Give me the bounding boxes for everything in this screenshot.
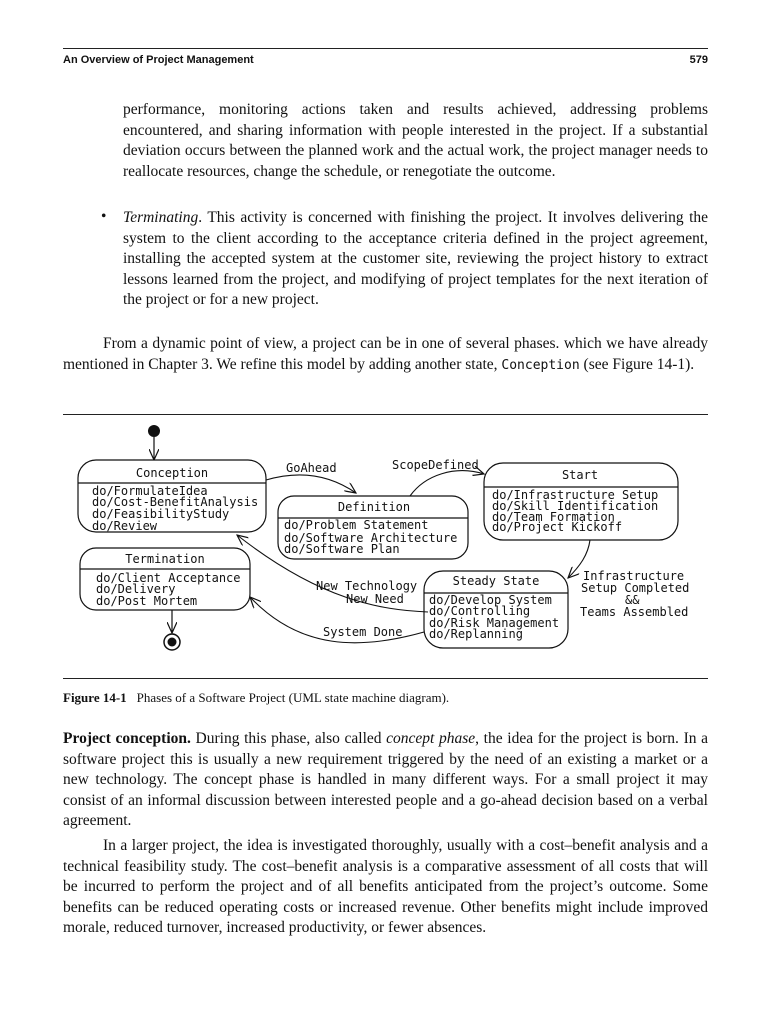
definition-activity: do/Software Plan [284,542,400,556]
termination-name: Termination [125,552,205,566]
start-activity: do/Infrastructure Setup [492,488,659,502]
terminating-bullet [123,208,708,311]
start-activity: do/Skill Identification [492,499,659,513]
start-activity: do/Team Formation [492,510,615,524]
steady-state-activity: do/Replanning [429,627,523,641]
caption-text: Phases of a Software Project (UML state machine diagram). [136,690,450,705]
start-name: Start [561,468,599,482]
dynamic-view-paragraph [63,334,708,376]
conception-activity: do/FeasibilityStudy [92,507,230,521]
bullet-term: Terminating [123,209,199,226]
bullet-text: . This activity is concerned with finishing the project. It involves delivering the system to the client according to the acceptance criteria defined in the project agreement, installing the accepted system at the customer site, reviewing the project history to extract lessons learned from the project, and modifying of project templates for the next iteration of the project or for a new project. [123,209,708,308]
figure-rule-bottom [63,678,708,679]
continuation-paragraph: performance, monitoring actions taken and results achieved, addressing problems encountered, and sharing information with people interested in the project. If a substantial deviation occurs between the planned work and the actual work, the project manager needs to reallocate resources, change the schedule, or renegotiate the outcome. [123,101,708,180]
page-number: 579 [689,54,708,66]
conception-activity: do/Cost-BenefitAnalysis [92,495,259,509]
termination-activity: do/Client Acceptance [96,571,241,585]
running-head: An Overview of Project Management [63,54,254,66]
label-infrastructure: Infrastructure [583,569,685,583]
transition-scope-defined [410,471,484,496]
steady-state-activity: do/Develop System [429,593,552,607]
label-infrastructure: && [625,593,640,607]
conception-name: Conception [135,466,209,480]
state-conception [78,460,266,533]
transition-goahead [266,475,356,493]
concept-phase-term: concept phase [386,730,476,747]
conception-code: Conception [501,357,580,373]
termination-activity: do/Post Mortem [96,594,198,608]
label-goahead: GoAhead [286,461,337,475]
termination-activity: do/Delivery [96,582,176,596]
conception-text-2: , the idea for the project is born. In a software project this is usually a new requirement triggered by the need of an existing a market or a new technology. The concept phase is handled in many different ways. For a small project it may consist of an informal discussion between interested people and a go-ahead decision based on a verbal agreement. [63,730,708,829]
figure-caption [63,690,449,706]
bullet-mark: • [101,208,107,225]
conception-activity: do/FormulateIdea [92,484,208,498]
conception-heading: Project conception. [63,730,191,747]
initial-state [148,425,160,437]
state-steady-state [424,571,568,648]
conception-text-1: During this phase, also called [190,730,387,747]
start-activity: do/Project Kickoff [492,520,623,534]
state-machine-diagram [0,414,768,678]
state-start [484,463,678,540]
final-state-dot [168,638,177,647]
project-conception-paragraph [63,729,708,832]
label-scope-defined: ScopeDefined [392,458,479,472]
header-rule [63,48,708,49]
label-infrastructure: Setup Completed [581,581,690,595]
conception-activity: do/Review [92,519,158,533]
definition-name: Definition [337,500,411,514]
larger-project-paragraph: In a larger project, the idea is investigated thoroughly, usually with a cost–benefit analysis and a technical feasibility study. The cost–benefit analysis is a comparative assessment of all costs that will be incurred to perform the project and of all benefits anticipated from the project’s outcome. Some benefits can be reduced operating costs or increased revenue. Other benefits might include improved morale, reduced turnover, increased productivity, or fewer absences. [63,837,708,936]
label-system-done: System Done [323,625,403,639]
state-definition [278,496,468,559]
definition-activity: do/Software Architecture [284,531,458,545]
para2-after: (see Figure 14-1). [579,355,695,373]
label-new-need: New Need [346,592,404,606]
label-new-need: New Technology [316,579,418,593]
label-infrastructure: Teams Assembled [580,605,689,619]
steady-state-activity: do/Risk Management [429,616,560,630]
steady-state-activity: do/Controlling [429,604,531,618]
para2-before: From a dynamic point of view, a project can be in one of several phases. which we have already mentioned in Chapter 3. We refine this model by adding another state, [63,335,708,373]
definition-activity: do/Problem Statement [284,518,429,532]
steady-state-name: Steady State [452,574,540,588]
caption-label: Figure 14-1 [63,690,127,705]
state-termination [80,548,250,610]
